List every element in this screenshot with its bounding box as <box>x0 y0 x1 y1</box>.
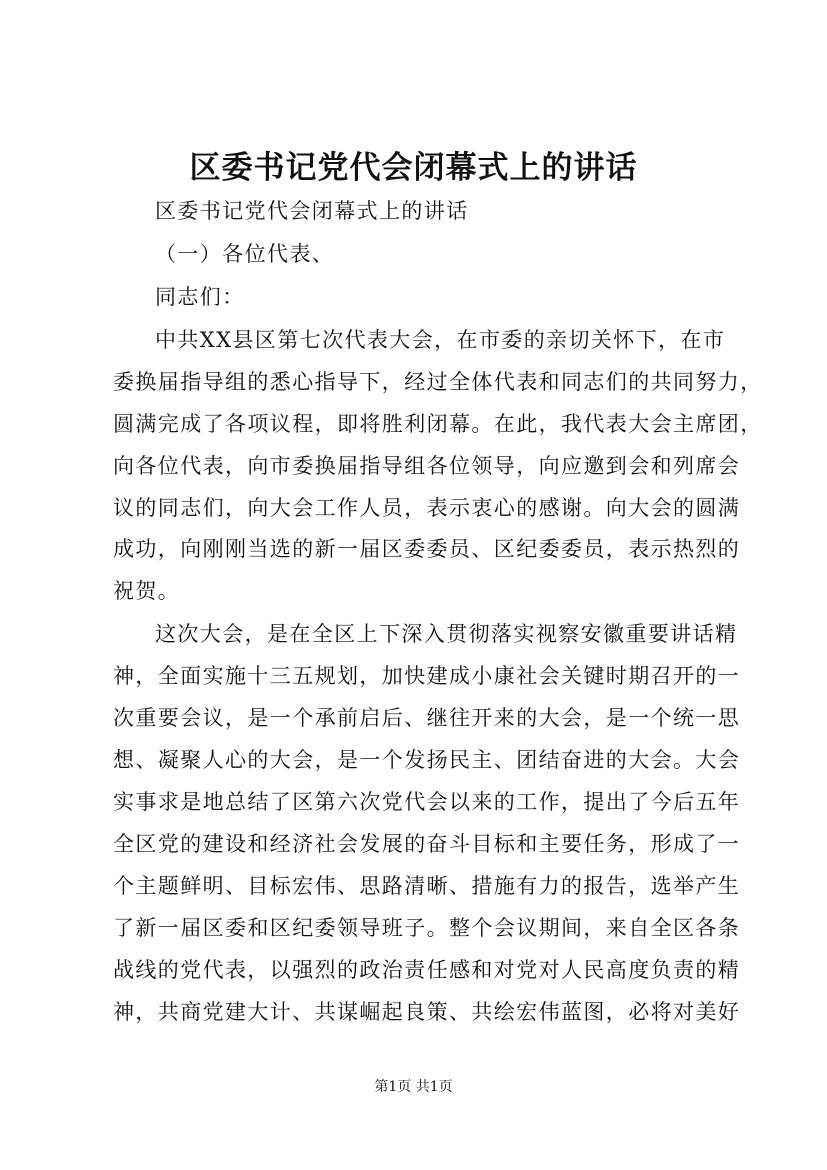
paragraph-2-line: 实事求是地总结了区第六次党代会以来的工作，提出了今后五年 <box>113 790 741 814</box>
paragraph-2-line: 这次大会，是在全区上下深入贯彻落实视察安徽重要讲话精 <box>155 622 738 646</box>
paragraph-1-line: 委换届指导组的悉心指导下，经过全体代表和同志们的共同努力， <box>113 370 763 394</box>
paragraph-2-line: 想、凝聚人心的大会，是一个发扬民主、团结奋进的大会。大会 <box>113 748 741 772</box>
paragraph-2-line: 了新一届区委和区纪委领导班子。整个会议期间，来自全区各条 <box>113 916 741 940</box>
paragraph-2-line: 次重要会议，是一个承前启后、继往开来的大会，是一个统一思 <box>113 706 741 730</box>
paragraph-1-line: 议的同志们，向大会工作人员，表示衷心的感谢。向大会的圆满 <box>113 496 741 520</box>
paragraph-2-line: 战线的党代表，以强烈的政治责任感和对党对人民高度负责的精 <box>113 958 741 982</box>
document-title: 区委书记党代会闭幕式上的讲话 <box>189 150 638 186</box>
paragraph-1-line: 成功，向刚刚当选的新一届区委委员、区纪委委员，表示热烈的 <box>113 537 741 561</box>
document-subtitle: 区委书记党代会闭幕式上的讲话 <box>155 199 469 223</box>
page-number-footer: 第1页 共1页 <box>374 1079 453 1095</box>
paragraph-1-line: 圆满完成了各项议程，即将胜利闭幕。在此，我代表大会主席团， <box>113 412 763 436</box>
paragraph-1-line: 祝贺。 <box>113 579 181 603</box>
paragraph-2-line: 神，共商党建大计、共谋崛起良策、共绘宏伟蓝图，必将对美好 <box>113 1000 741 1024</box>
paragraph-2-line: 神，全面实施十三五规划，加快建成小康社会关键时期召开的一 <box>113 664 741 688</box>
paragraph-2-line: 个主题鲜明、目标宏伟、思路清晰、措施有力的报告，选举产生 <box>113 874 741 898</box>
paragraph-1-line: 中共XX县区第七次代表大会，在市委的亲切关怀下，在市 <box>155 328 726 352</box>
paragraph-2-line: 全区党的建设和经济社会发展的奋斗目标和主要任务，形成了一 <box>113 832 741 856</box>
salutation-line-2: 同志们： <box>155 285 245 309</box>
paragraph-1-line: 向各位代表，向市委换届指导组各位领导，向应邀到会和列席会 <box>113 454 741 478</box>
salutation-line-1: （一）各位代表、 <box>155 242 335 266</box>
